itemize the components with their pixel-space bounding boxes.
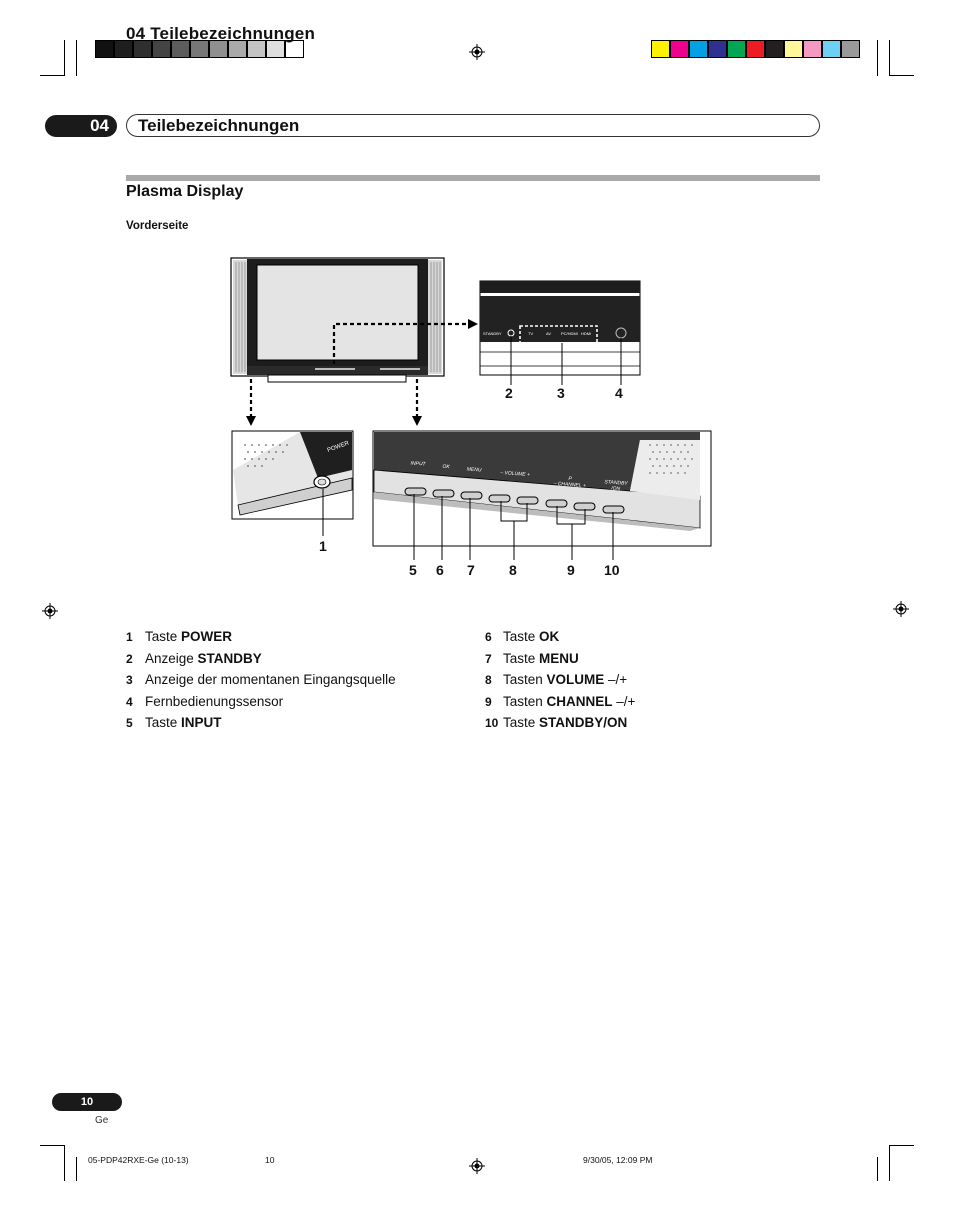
legend-item bbox=[126, 672, 396, 687]
legend-number: 9 bbox=[485, 694, 492, 709]
button-label-standby-on: STANDBY/ON bbox=[604, 479, 628, 493]
chapter-number-badge: 04 bbox=[45, 115, 117, 137]
slug-file: 05-PDP42RXE-Ge (10-13) bbox=[88, 1155, 189, 1165]
running-title: 04 Teilebezeichnungen bbox=[126, 24, 316, 43]
legend-text: Taste bbox=[503, 650, 540, 666]
indicator-panel-zoom bbox=[480, 281, 640, 375]
legend-number: 10 bbox=[485, 716, 499, 730]
legend-item bbox=[126, 715, 222, 730]
callout-1: 1 bbox=[319, 538, 327, 554]
legend-number: 7 bbox=[485, 651, 492, 666]
legend-number: 1 bbox=[126, 630, 133, 644]
button-label-menu: MENU bbox=[466, 466, 482, 474]
legend-item bbox=[126, 694, 283, 709]
legend-suffix: –/+ bbox=[604, 672, 628, 687]
legend-key: POWER bbox=[181, 629, 233, 644]
registration-mark-icon bbox=[42, 603, 58, 619]
legend-item bbox=[485, 629, 559, 644]
page-number-badge: 10 bbox=[52, 1093, 122, 1111]
legend-key: INPUT bbox=[181, 715, 222, 730]
callout-6: 6 bbox=[436, 562, 444, 578]
language-code: Ge bbox=[95, 1115, 109, 1126]
legend-item bbox=[126, 651, 262, 666]
legend-text: Tasten bbox=[503, 672, 547, 687]
slug-page: 10 bbox=[265, 1155, 275, 1165]
registration-mark-icon bbox=[893, 601, 909, 617]
legend-key: STANDBY bbox=[197, 650, 262, 666]
callout-10: 10 bbox=[604, 562, 620, 578]
power-label: POWER bbox=[326, 440, 350, 454]
legend-key: VOLUME bbox=[546, 672, 605, 687]
panel-label-av: AV bbox=[546, 331, 552, 336]
callout-9: 9 bbox=[567, 562, 575, 578]
legend-text: Taste bbox=[145, 629, 182, 644]
registration-mark-icon bbox=[469, 1158, 485, 1174]
legend-number: 3 bbox=[126, 673, 133, 687]
callout-8: 8 bbox=[509, 562, 517, 578]
legend-key: STANDBY/ON bbox=[539, 715, 628, 730]
legend-item bbox=[485, 715, 627, 730]
legend-number: 4 bbox=[126, 694, 133, 709]
legend-number: 8 bbox=[485, 673, 492, 687]
legend-suffix: –/+ bbox=[612, 693, 636, 709]
callout-5: 5 bbox=[409, 562, 417, 578]
button-label-volume: – VOLUME + bbox=[500, 469, 531, 479]
button-bar-zoom bbox=[373, 431, 711, 560]
button-label-ok: OK bbox=[442, 463, 450, 471]
subsection-title: Vorderseite bbox=[126, 220, 189, 232]
callout-3: 3 bbox=[557, 385, 565, 401]
tv-front-illustration bbox=[231, 258, 444, 382]
legend-text: Anzeige der momentanen Eingangsquelle bbox=[145, 672, 396, 687]
legend-number: 5 bbox=[126, 716, 133, 730]
callout-4: 4 bbox=[615, 385, 623, 401]
legend-text: Fernbedienungssensor bbox=[145, 693, 284, 709]
legend-key: CHANNEL bbox=[546, 693, 613, 709]
panel-label-standby: STANDBY bbox=[483, 331, 502, 336]
plasma-display-diagram bbox=[0, 0, 954, 600]
legend-item bbox=[485, 672, 627, 687]
legend-item bbox=[485, 694, 635, 709]
legend-text: Taste bbox=[503, 715, 540, 730]
legend-text: Anzeige bbox=[145, 650, 198, 666]
panel-label-pc-hdmi: PC/HDMI bbox=[561, 331, 578, 336]
slug-date: 9/30/05, 12:09 PM bbox=[583, 1155, 653, 1165]
section-title: Plasma Display bbox=[126, 183, 244, 200]
legend-text: Taste bbox=[503, 629, 540, 644]
callout-2: 2 bbox=[505, 385, 513, 401]
legend-text: Tasten bbox=[503, 693, 547, 709]
legend-key: OK bbox=[539, 629, 560, 644]
legend-item bbox=[126, 629, 232, 644]
legend-number: 2 bbox=[126, 651, 133, 666]
legend-number: 6 bbox=[485, 630, 492, 644]
panel-label-hdmi: HDMI bbox=[581, 331, 592, 336]
callout-7: 7 bbox=[467, 562, 475, 578]
panel-label-tv: TV bbox=[528, 331, 534, 336]
legend-item bbox=[485, 651, 579, 666]
legend-text: Taste bbox=[145, 715, 182, 730]
legend-key: MENU bbox=[539, 650, 579, 666]
button-label-input: INPUT bbox=[410, 460, 426, 468]
chapter-title: Teilebezeichnungen bbox=[138, 116, 300, 135]
button-label-channel: P– CHANNEL + bbox=[553, 475, 586, 490]
